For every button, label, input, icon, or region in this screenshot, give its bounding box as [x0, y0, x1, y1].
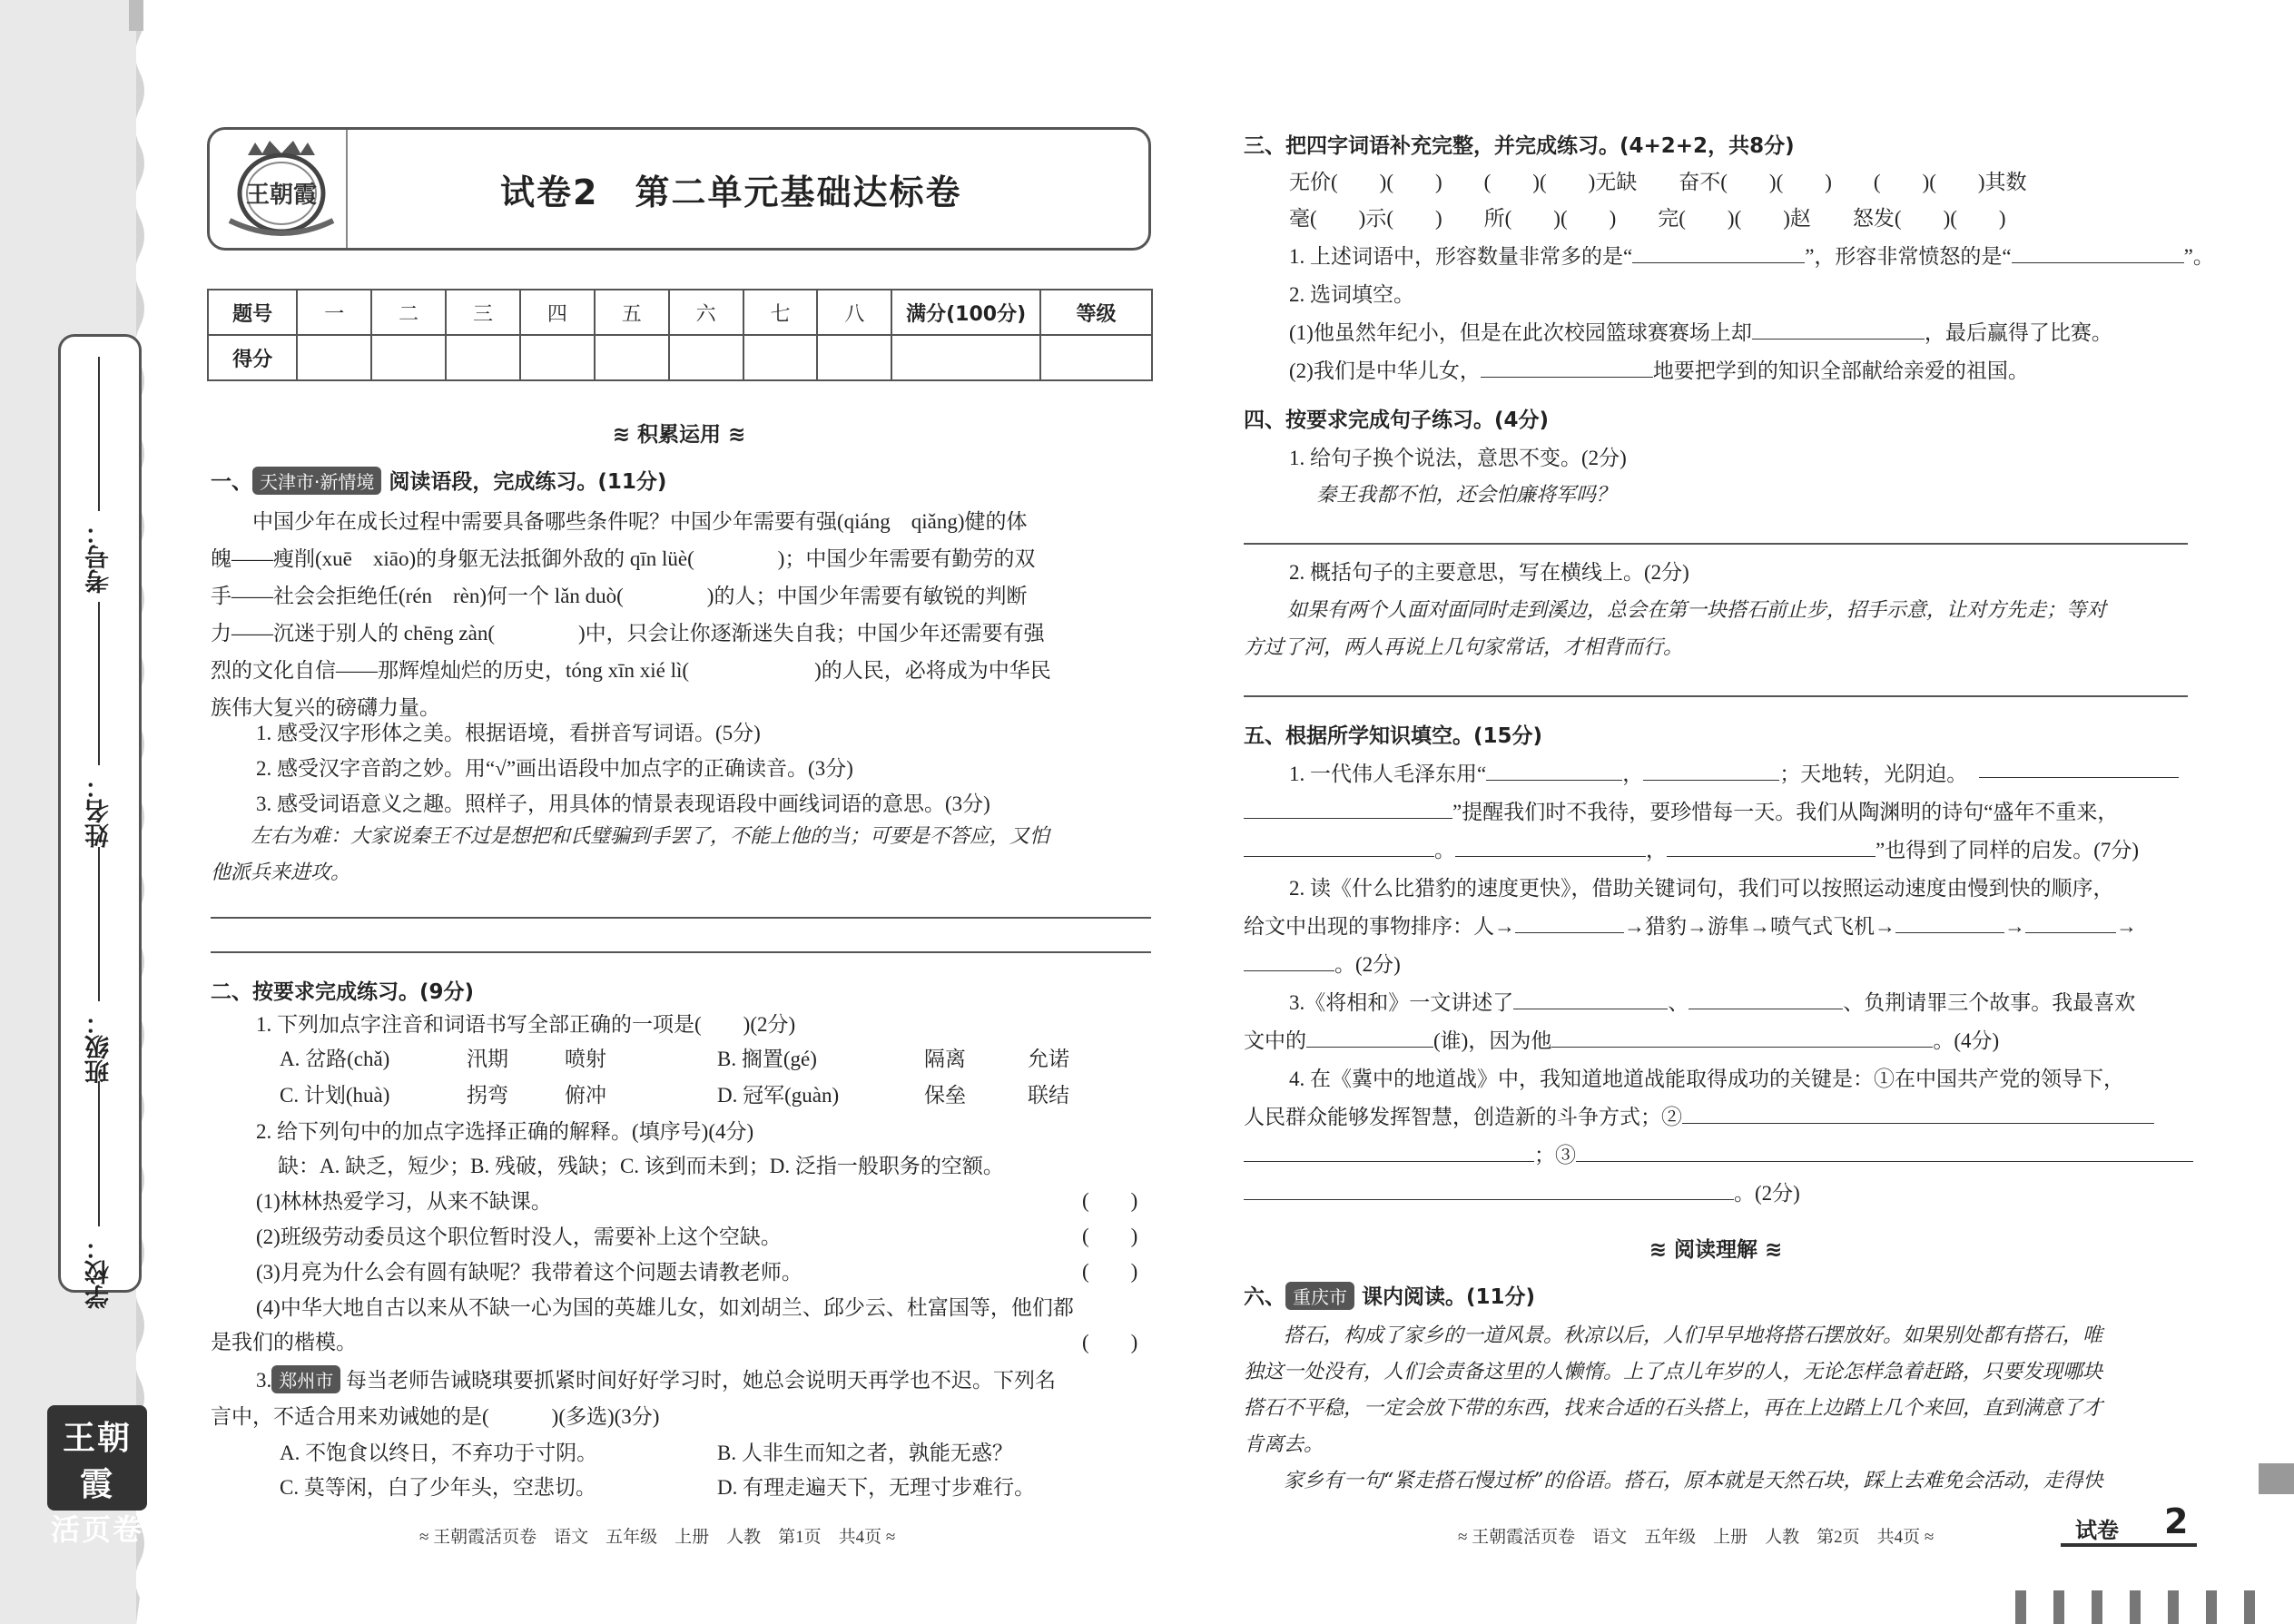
- q5-2-line2: 给文中出现的事物排序：人→ →猎豹→游隼→喷气式飞机→ → →: [1244, 915, 2137, 938]
- brand-logo: 王朝霞 活页卷: [47, 1405, 147, 1511]
- blank[interactable]: [1979, 759, 2179, 778]
- blank[interactable]: [1455, 838, 1646, 857]
- q2-heading: 二、按要求完成练习。(9分): [211, 980, 475, 1004]
- q5-4-line4: 。(2分): [1244, 1176, 1800, 1206]
- score-cell[interactable]: [669, 335, 743, 380]
- q1-tasks: 1. 感受汉字形体之美。根据语境，看拼音写词语。(5分) 2. 感受汉字音韵之妙。用“√”画出语段中加点字的正确读音。(3分) 3. 感受词语意义之趣。照样子，用具体的情景表现语段中画线词语的意思。(3分): [256, 722, 990, 815]
- score-cell[interactable]: [446, 335, 520, 380]
- q5-2-line3: 。(2分): [1244, 948, 1401, 978]
- score-cell[interactable]: [371, 335, 446, 380]
- blank[interactable]: [1667, 838, 1876, 857]
- q2-3-line2: 言中，不适合用来劝诫她的是( )(多选)(3分): [211, 1405, 660, 1428]
- q5-3-line1: 3.《将相和》一文讲述了 、 、负荆请罪三个故事。我最喜欢: [1289, 991, 2136, 1014]
- blank[interactable]: [2012, 244, 2184, 263]
- page-number: 2: [2164, 1501, 2189, 1541]
- region-tag: 天津市·新情境: [252, 467, 381, 495]
- blank[interactable]: [1752, 320, 1925, 340]
- left-footer: ≈ 王朝霞活页卷 语文 五年级 上册 人教 第1页 共4页 ≈: [419, 1528, 896, 1547]
- q2-2-definition: 缺：A. 缺乏，短少；B. 残破，残缺；C. 该到而未到；D. 泛指一般职务的空额。: [278, 1155, 1004, 1177]
- blank[interactable]: [1515, 914, 1624, 933]
- svg-text:王朝霞: 王朝霞: [245, 182, 318, 209]
- q5-4-line1: 4. 在《冀中的地道战》中，我知道地道战能取得成功的关键是：①在中国共产党的领导下，: [1289, 1068, 2124, 1090]
- q4-heading: 四、按要求完成句子练习。(4分): [1244, 408, 1550, 432]
- q5-4-line2: 人民群众能够发挥智慧，创造新的斗争方式；②: [1244, 1100, 2154, 1130]
- page-underline: [2061, 1543, 2197, 1547]
- q5-1-line1: 1. 一代伟人毛泽东用“ ， ；天地转，光阴迫。: [1289, 763, 1968, 785]
- blank[interactable]: [1643, 762, 1779, 781]
- edge-mark: [2259, 1463, 2294, 1494]
- region-tag: 郑州市: [271, 1365, 340, 1393]
- exam-header: [207, 127, 1151, 251]
- blank[interactable]: [1632, 244, 1805, 263]
- q4-2-sentence: 如果有两个人面对面同时走到溪边，总会在第一块搭石前止步，招手示意，让对方先走；等对 方过了河，两人再说上几句家常话，才相背而行。: [1244, 599, 2107, 659]
- section-accumulation: ≋ 积累运用 ≋: [612, 423, 746, 447]
- right-footer: ≈ 王朝霞活页卷 语文 五年级 上册 人教 第2页 共4页 ≈: [1458, 1528, 1935, 1547]
- blank[interactable]: [1682, 1105, 2154, 1124]
- q3-2: 2. 选词填空。: [1289, 283, 1414, 306]
- q5-heading: 五、根据所学知识填空。(15分): [1244, 724, 1543, 748]
- answer-paren[interactable]: ( ): [1082, 1260, 1138, 1283]
- q6-passage: 搭石，构成了家乡的一道风景。秋凉以后，人们早早地将搭石摆放好。如果别处都有搭石，唯 独这一处没有，人们会责备这里的人懒惰。上了点儿年岁的人，无论怎样急着赶路，只要发现哪块 搭石不平稳，一定会放下带的东西，找来合适的石头搭上，再在上边踏上几个来回，直到满意了才 肯离去。 家乡有一句“紧走搭石慢过桥”的俗语。搭石，原本就是天然石块，踩上去难免会活动，走得快: [1244, 1324, 2103, 1492]
- blank[interactable]: [1244, 838, 1434, 857]
- blank[interactable]: [1481, 359, 1653, 378]
- name-field[interactable]: 姓名：: [74, 602, 124, 848]
- page-title: 试卷2 第二单元基础达标卷: [500, 172, 962, 212]
- q1-passage: 中国少年在成长过程中需要具备哪些条件呢？中国少年需要有强(qiáng qiǎng)健的体 魄——瘦削(xuē xiāo)的身躯无法抵御外敌的 qīn lüè( )；中国少年需要有勤劳的双 手——社会会拒绝任(rén rèn)何一个 lǎn duò( )的人；中国少年需要有敏锐的判断 力——沉迷于别人的 chēng zàn( )中，只会让你逐渐迷失自我；中国少年还需要有强 烈的文化自信——那辉煌灿烂的历史，tóng xīn xié lì( )的人民，必将成为中华民 族伟大复兴的磅礴力量。: [211, 510, 1051, 719]
- binding-mark: [129, 0, 143, 31]
- q4-2: 2. 概括句子的主要意思，写在横线上。(2分): [1289, 561, 1689, 584]
- score-table: 题号 一 二 三 四 五 六 七 八 满分(100分) 等级 得分: [207, 289, 1153, 381]
- q5-4-line3: ；③: [1244, 1138, 2193, 1168]
- answer-line[interactable]: [1244, 543, 2188, 545]
- blank[interactable]: [1689, 990, 1843, 1009]
- q1-heading: 一、 天津市·新情境 阅读语段，完成练习。(11分): [211, 465, 666, 495]
- q2-2: 2. 给下列句中的加点字选择正确的解释。(填序号)(4分): [256, 1120, 754, 1143]
- q3-2-a: (1)他虽然年纪小，但是在此次校园篮球赛赛场上却 ，最后赢得了比赛。: [1289, 321, 2112, 344]
- blank[interactable]: [1244, 952, 1334, 971]
- score-cell[interactable]: [817, 335, 891, 380]
- q5-1-line2: ”提醒我们时不我待，要珍惜每一天。我们从陶渊明的诗句“盛年不重来，: [1244, 795, 2118, 825]
- score-cell[interactable]: [595, 335, 669, 380]
- q3-2-b: (2)我们是中华儿女， 地要把学到的知识全部献给亲爱的祖国。: [1289, 359, 2029, 382]
- score-cell[interactable]: [520, 335, 595, 380]
- exam-number-field[interactable]: 考号：: [74, 357, 124, 594]
- q3-row2: 毫( )示( ) 所( )( ) 完( )( )赵 怒发( )( ): [1289, 207, 2006, 230]
- q6-heading: 六、 重庆市 课内阅读。(11分): [1244, 1280, 1535, 1310]
- q4-1-sentence: 秦王我都不怕，还会怕廉将军吗？: [1316, 484, 1617, 507]
- blank[interactable]: [1895, 914, 2004, 933]
- blank[interactable]: [1486, 762, 1622, 781]
- score-cell[interactable]: [297, 335, 371, 380]
- score-cell[interactable]: [891, 335, 1040, 380]
- q1-example: 左右为难：大家说秦王不过是想把和氏璧骗到手罢了，不能上他的当；可要是不答应，又怕 他派兵来进攻。: [211, 825, 1050, 884]
- answer-paren[interactable]: ( ): [1082, 1331, 1138, 1353]
- student-info-box: [58, 334, 142, 1309]
- q5-2-line1: 2. 读《什么比猎豹的速度更快》，借助关键词句，我们可以按照运动速度由慢到快的顺序，: [1289, 877, 2114, 900]
- q4-1: 1. 给句子换个说法，意思不变。(2分): [1289, 447, 1627, 469]
- answer-line[interactable]: [211, 917, 1151, 919]
- answer-paren[interactable]: ( ): [1082, 1189, 1138, 1212]
- blank[interactable]: [1306, 1029, 1433, 1048]
- q5-3-line2: 文中的 (谁)，因为他 。(4分): [1244, 1029, 2000, 1052]
- page-label: 试卷: [2075, 1518, 2119, 1543]
- blank[interactable]: [1244, 1181, 1734, 1200]
- school-field[interactable]: 学校：: [74, 1081, 124, 1309]
- blank[interactable]: [1244, 1143, 1534, 1162]
- blank[interactable]: [1244, 800, 1452, 819]
- q3-row1: 无价( )( ) ( )( )无缺 奋不( )( ) ( )( )其数: [1289, 171, 2027, 193]
- school-seal-icon: [228, 137, 335, 239]
- q3-heading: 三、把四字词语补充完整，并完成练习。(4+2+2，共8分): [1244, 134, 1795, 158]
- blank[interactable]: [1576, 1143, 2193, 1162]
- q5-1-line3: 。 ， ”也得到了同样的启发。(7分): [1244, 833, 2139, 863]
- q3-1: 1. 上述词语中，形容数量非常多的是“ ”，形容非常愤怒的是“ ”。: [1289, 245, 2214, 268]
- region-tag: 重庆市: [1285, 1282, 1354, 1310]
- blank[interactable]: [1551, 1029, 1933, 1048]
- answer-paren[interactable]: ( ): [1082, 1225, 1138, 1247]
- answer-line[interactable]: [211, 951, 1151, 953]
- score-cell[interactable]: [1040, 335, 1152, 380]
- blank[interactable]: [2025, 914, 2116, 933]
- q2-1: 1. 下列加点字注音和词语书写全部正确的一项是( )(2分): [256, 1013, 796, 1036]
- class-field[interactable]: 班级：: [74, 847, 124, 1084]
- section-reading: ≋ 阅读理解 ≋: [1649, 1238, 1783, 1262]
- answer-line[interactable]: [1244, 695, 2188, 697]
- q2-3-line1: 3. 郑州市 每当老师告诫晓琪要抓紧时间好好学习时，她总会说明天再学也不迟。下列名: [256, 1363, 1056, 1393]
- blank[interactable]: [1513, 990, 1668, 1009]
- q2-2-items: (1)林林热爱学习，从来不缺课。 (2)班级劳动委员这个职位暂时没人，需要补上这个空缺。 (3)月亮为什么会有圆有缺呢？我带着这个问题去请教老师。 (4)中华大地自古以来从不缺一心为国的英雄儿女，如刘胡兰、邱少云、杜富国等，他们都: [256, 1190, 1074, 1319]
- score-cell[interactable]: [743, 335, 818, 380]
